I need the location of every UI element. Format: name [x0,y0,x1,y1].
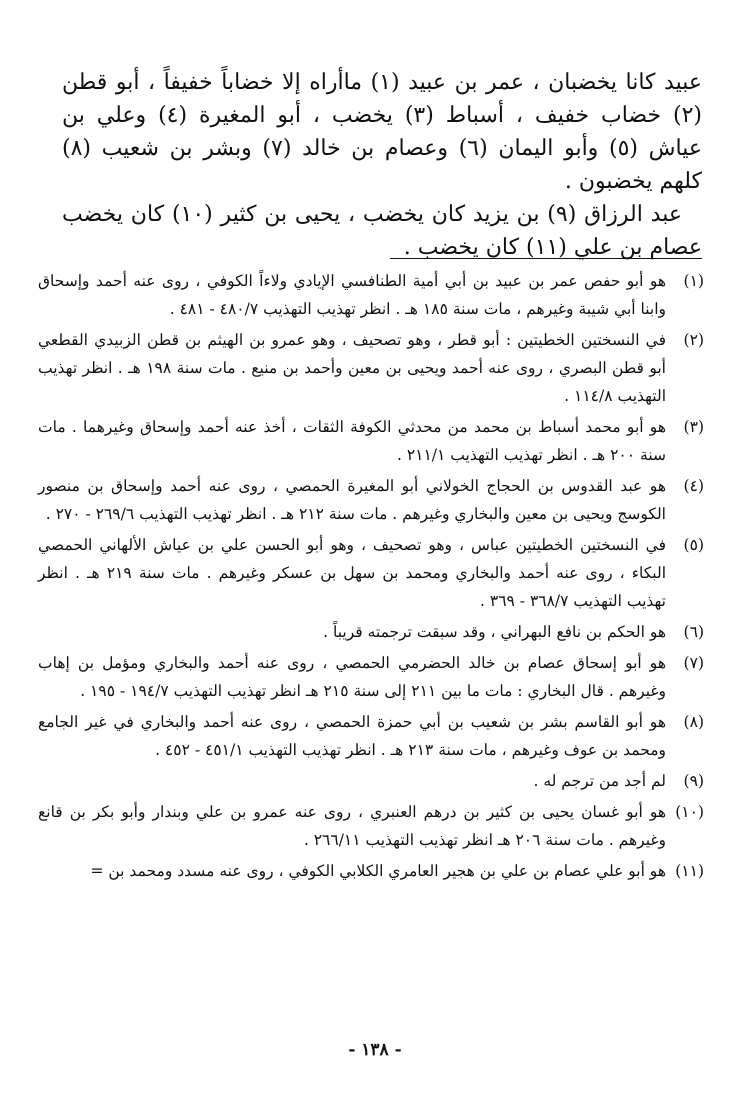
footnote [38,767,704,795]
footnote-text: هو أبو علي عصام بن علي بن هجير العامري الكلابي الكوفي ، روى عنه مسدد ومحمد بن = [90,862,666,880]
footnote-text: هو الحكم بن نافع البهراني ، وقد سبقت ترجمته قريباً . [323,623,666,641]
footnote [38,531,704,615]
footnote [38,472,704,528]
footnote-number: (٩) [683,772,704,790]
footnote-text: هو أبو القاسم بشر بن شعيب بن أبي حمزة الحمصي ، روى عنه أحمد والبخاري في غير الجامع ومحمد بن عوف وغيرهم ، مات سنة ٢١٣ هـ . انظر تهذيب التهذيب ٤٥١/١ - ٤٥٢ . [38,713,666,759]
footnotes-section [38,267,704,888]
footnote-number: (٢) [683,331,704,349]
footnote [38,798,704,854]
footnote [38,413,704,469]
footnote-text: لم أجد من ترجم له . [533,772,666,790]
footnote-number: (١١) [675,862,704,880]
footnote [38,267,704,323]
footnote-number: (٣) [683,418,704,436]
footnote [38,618,704,646]
footnote-number: (٧) [683,654,704,672]
footnote-number: (٨) [683,713,704,731]
main-paragraph: عبد الرزاق (٩) بن يزيد كان يخضب ، يحيى بن كثير (١٠) كان يخضب عصام بن علي (١١) كان يخضب . [62,202,702,260]
footnote-text: هو أبو حفص عمر بن عبيد بن أبي أمية الطنافسي الإيادي ولاءاً الكوفي ، روى عنه أحمد وإسحاق وابنا أبي شيبة وغيرهم ، مات سنة ١٨٥ هـ . انظر تهذيب التهذيب ٤٨٠/٧ - ٤٨١ . [38,272,666,318]
footnote-text: هو أبو غسان يحيى بن كثير بن درهم العنبري ، روى عنه عمرو بن علي وبندار وأبو بكر بن قانع وغيرهم . مات سنة ٢٠٦ هـ انظر تهذيب التهذيب ٢٦٦/١١ . [38,803,666,849]
main-paragraph: عبيد كانا يخضبان ، عمر بن عبيد (١) ماأراه إلا خضاباً خفيفاً ، أبو قطن (٢) خضاب خفيف ، أسباط (٣) يخضب ، أبو المغيرة (٤) وعلي بن عياش (٥) وأبو اليمان (٦) وعصام بن خالد (٧) وبشر بن شعيب (٨) كلهم يخضبون . [62,70,702,194]
footnote-separator [390,258,702,259]
footnote-number: (١) [683,272,704,290]
footnote-text: هو عبد القدوس بن الحجاج الخولاني أبو المغيرة الحمصي ، روى عنه أحمد وإسحاق بن منصور الكوسج ويحيى بن معين والبخاري وغيرهم . مات سنة ٢١٢ هـ . انظر تهذيب التهذيب ٢٦٩/٦ - ٢٧٠ . [38,477,666,523]
footnote-number: (٦) [683,623,704,641]
footnote-text: هو أبو إسحاق عصام بن خالد الحضرمي الحمصي ، روى عنه أحمد والبخاري ومؤمل بن إهاب وغيرهم . قال البخاري : مات ما بين ٢١١ إلى سنة ٢١٥ هـ انظر تهذيب التهذيب ١٩٤/٧ - ١٩٥ . [38,654,666,700]
main-text [62,66,702,264]
footnote [38,857,704,885]
footnote-text: في النسختين الخطيتين : أبو قطر ، وهو تصحيف ، وهو عمرو بن الهيثم بن قطن الزبيدي القطعي أبو قطن البصري ، روى عنه أحمد ويحيى بن معين وأحمد بن منيع . مات سنة ١٩٨ هـ . انظر تهذيب التهذيب ١١٤/٨ . [38,331,666,405]
footnote-number: (٥) [683,536,704,554]
footnote-text: هو أبو محمد أسباط بن محمد من محدثي الكوفة الثقات ، أخذ عنه أحمد وإسحاق وغيرهما . مات سنة ٢٠٠ هـ . انظر تهذيب التهذيب ٢١١/١ . [38,418,666,464]
footnote-number: (١٠) [675,803,704,821]
footnote [38,708,704,764]
page-number: - ١٣٨ - [348,1040,402,1060]
footnote-text: في النسختين الخطيتين عباس ، وهو تصحيف ، وهو أبو الحسن علي بن عياش الألهاني الحمصي البكاء ، روى عنه أحمد والبخاري ومحمد بن سهل بن عسكر وغيرهم . مات سنة ٢١٩ هـ . انظر تهذيب التهذيب ٣٦٨/٧ - ٣٦٩ . [38,536,666,610]
footnote-number: (٤) [683,477,704,495]
footnote [38,326,704,410]
footnote [38,649,704,705]
